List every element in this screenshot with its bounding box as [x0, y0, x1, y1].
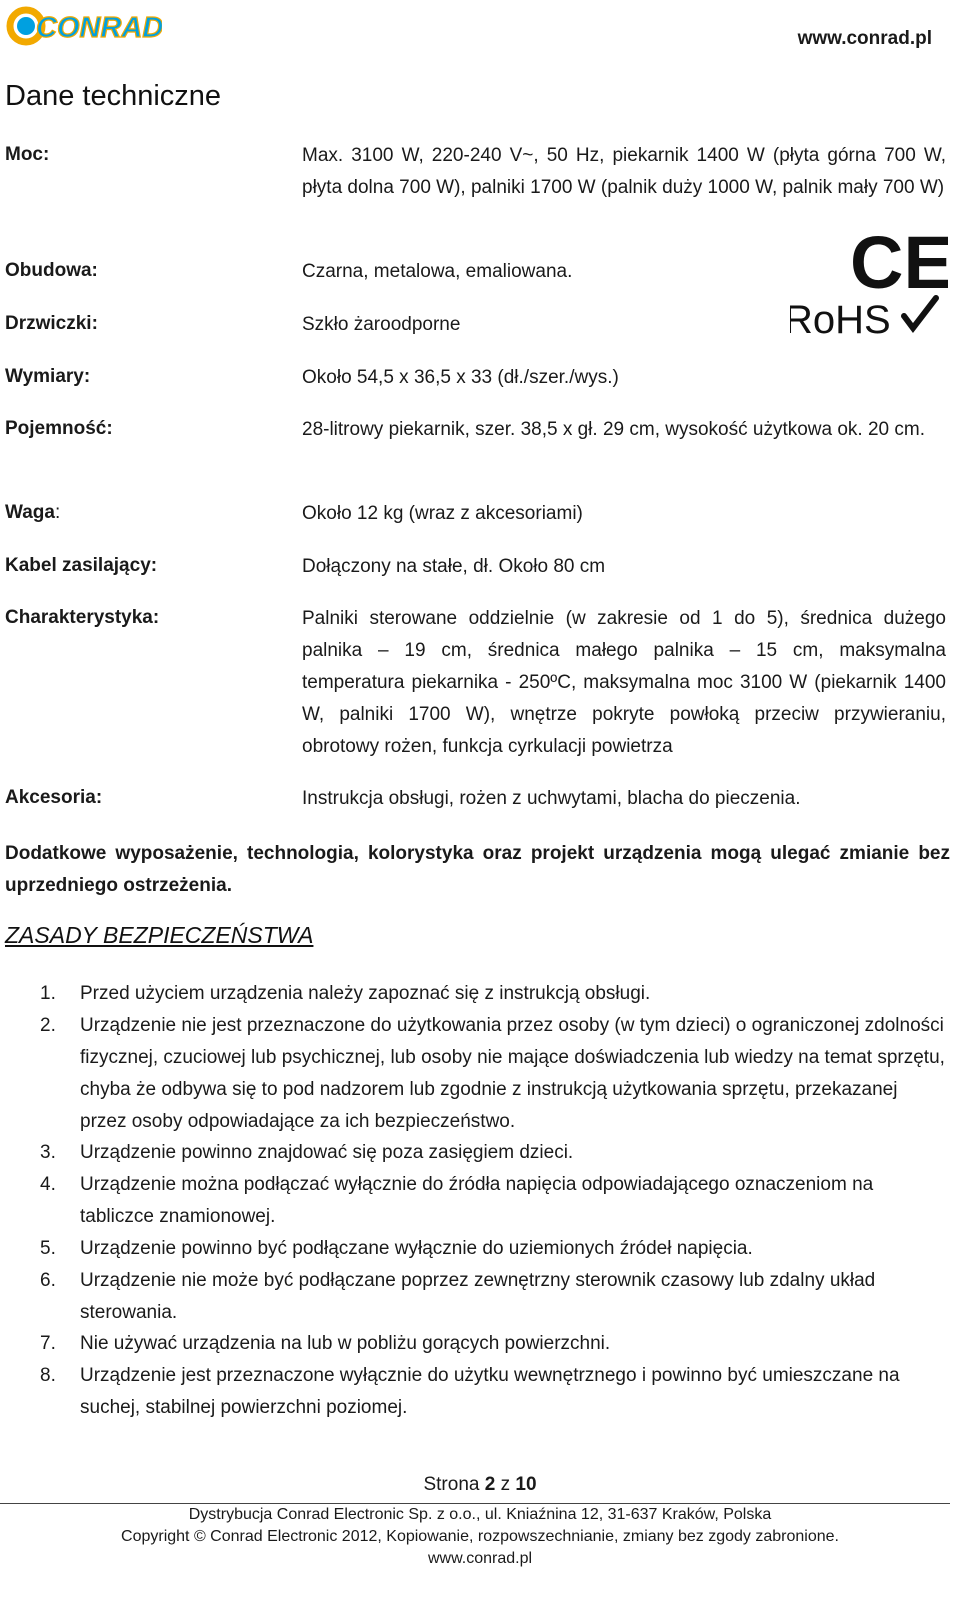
- spec-label-waga-text: Waga: [5, 502, 55, 523]
- safety-rule: [0, 1233, 960, 1265]
- spec-value-pojemnosc: 28-litrowy piekarnik, szer. 38,5 x gł. 29 cm, wysokość użytkowa ok. 20 cm.: [302, 419, 926, 440]
- page-number: [0, 1474, 960, 1496]
- logo-text: CONRAD: [36, 12, 162, 44]
- rule-number: 1.: [40, 983, 56, 1004]
- page-title: Dane techniczne: [5, 80, 222, 112]
- rule-text: Urządzenie nie jest przeznaczone do użytkowania przez osoby (w tym dzieci) o ograniczonej zdolności fizycznej, czuciowej lub psychicznej, lub osoby nie mające doświadczenia lub wiedzy na temat sprzętu, chyba że odbywa się to pod nadzorem lub zgodnie z instrukcją użytkowania sprzętu, przekazanej przez osoby odpowiadające za ich bezpieczeństwo.: [80, 1015, 945, 1132]
- safety-rule: [0, 1328, 960, 1360]
- rule-text: Przed użyciem urządzenia należy zapoznać się z instrukcją obsługi.: [80, 983, 651, 1004]
- safety-rule: [0, 978, 960, 1010]
- spec-value-kabel: Dołączony na stałe, dł. Około 80 cm: [302, 556, 606, 577]
- rohs-mark: RoHS: [790, 298, 891, 340]
- change-notice: Dodatkowe wyposażenie, technologia, kolorystyka oraz projekt urządzenia mogą ulegać zmianie bez uprzedniego ostrzeżenia.: [5, 843, 950, 896]
- ce-rohs-marks: [790, 220, 948, 340]
- safety-rule: [0, 1360, 960, 1424]
- safety-rule: [0, 1265, 960, 1329]
- ce-mark: CE: [850, 221, 948, 304]
- spec-value-moc: Max. 3100 W, 220-240 V~, 50 Hz, piekarnik 1400 W (płyta górna 700 W, płyta dolna 700 W), palniki 1700 W (palnik duży 1000 W, palnik mały 700 W): [302, 145, 946, 198]
- spec-label-kabel: Kabel zasilający:: [5, 555, 158, 576]
- page-sep: z: [500, 1474, 511, 1495]
- safety-title: ZASADY BEZPIECZEŃSTWA: [5, 922, 314, 948]
- safety-rule: [0, 1169, 960, 1233]
- spec-label-moc: Moc:: [5, 144, 50, 165]
- spec-value-wymiary: Około 54,5 x 36,5 x 33 (dł./szer./wys.): [302, 367, 619, 388]
- rule-text: Urządzenie jest przeznaczone wyłącznie do użytku wewnętrznego i powinno być umieszczane na suchej, stabilnej powierzchni poziomej.: [80, 1365, 900, 1418]
- spec-label-akcesoria: Akcesoria:: [5, 787, 103, 808]
- spec-value-obudowa: Czarna, metalowa, emaliowana.: [302, 261, 573, 282]
- rule-number: 6.: [40, 1270, 56, 1291]
- site-url[interactable]: www.conrad.pl: [797, 28, 932, 49]
- rule-text: Nie używać urządzenia na lub w pobliżu gorących powierzchni.: [80, 1333, 611, 1354]
- spec-label-pojemnosc: Pojemność:: [5, 418, 113, 439]
- safety-rule: [0, 1137, 960, 1169]
- rule-text: Urządzenie nie może być podłączane poprzez zewnętrzny sterownik czasowy lub zdalny układ sterowania.: [80, 1270, 876, 1323]
- page-total: 10: [515, 1474, 537, 1495]
- rule-number: 5.: [40, 1238, 56, 1259]
- footer-company: Dystrybucja Conrad Electronic Sp. z o.o., ul. Kniaźnina 12, 31-637 Kraków, Polska: [188, 1506, 772, 1523]
- spec-label-wymiary: Wymiary:: [5, 366, 91, 387]
- page-prefix: Strona: [423, 1474, 480, 1495]
- rule-number: 7.: [40, 1333, 56, 1354]
- spec-label-drzwiczki: Drzwiczki:: [5, 313, 98, 334]
- footer-copyright: Copyright © Conrad Electronic 2012, Kopiowanie, rozpowszechnianie, zmiany bez zgody zabronione.: [121, 1528, 839, 1545]
- spec-value-drzwiczki: Szkło żaroodporne: [302, 314, 461, 335]
- spec-label-waga: [5, 502, 60, 524]
- spec-label-obudowa: Obudowa:: [5, 260, 98, 281]
- rule-number: 8.: [40, 1365, 56, 1386]
- spec-value-charakterystyka: Palniki sterowane oddzielnie (w zakresie od 1 do 5), średnica dużego palnika – 19 cm, średnica małego palnika – 15 cm, maksymalna temperatura piekarnika - 250ºC, maksymalna moc 3100 W (piekarnik 1400 W, palniki 1700 W), wnętrze pokryte powłoką przeciw przywieraniu, obrotowy rożen, funkcja cyrkulacji powietrza: [302, 608, 946, 757]
- rule-text: Urządzenie można podłączać wyłącznie do źródła napięcia odpowiadającego oznaczeniom na tabliczce znamionowej.: [80, 1174, 874, 1227]
- rule-text: Urządzenie powinno być podłączane wyłącznie do uziemionych źródeł napięcia.: [80, 1238, 753, 1259]
- spec-value-akcesoria: Instrukcja obsługi, rożen z uchwytami, blacha do pieczenia.: [302, 788, 801, 809]
- page-current: 2: [484, 1474, 496, 1495]
- rule-number: 4.: [40, 1174, 56, 1195]
- rule-text: Urządzenie powinno znajdować się poza zasięgiem dzieci.: [80, 1142, 574, 1163]
- conrad-logo: [6, 6, 162, 46]
- spec-label-waga-colon: :: [54, 502, 61, 523]
- rule-number: 2.: [40, 1015, 56, 1036]
- rule-number: 3.: [40, 1142, 56, 1163]
- footer-url[interactable]: www.conrad.pl: [427, 1550, 533, 1567]
- spec-value-waga: Około 12 kg (wraz z akcesoriami): [302, 503, 583, 524]
- spec-label-charakterystyka: Charakterystyka:: [5, 607, 160, 628]
- safety-rule: [0, 1010, 960, 1138]
